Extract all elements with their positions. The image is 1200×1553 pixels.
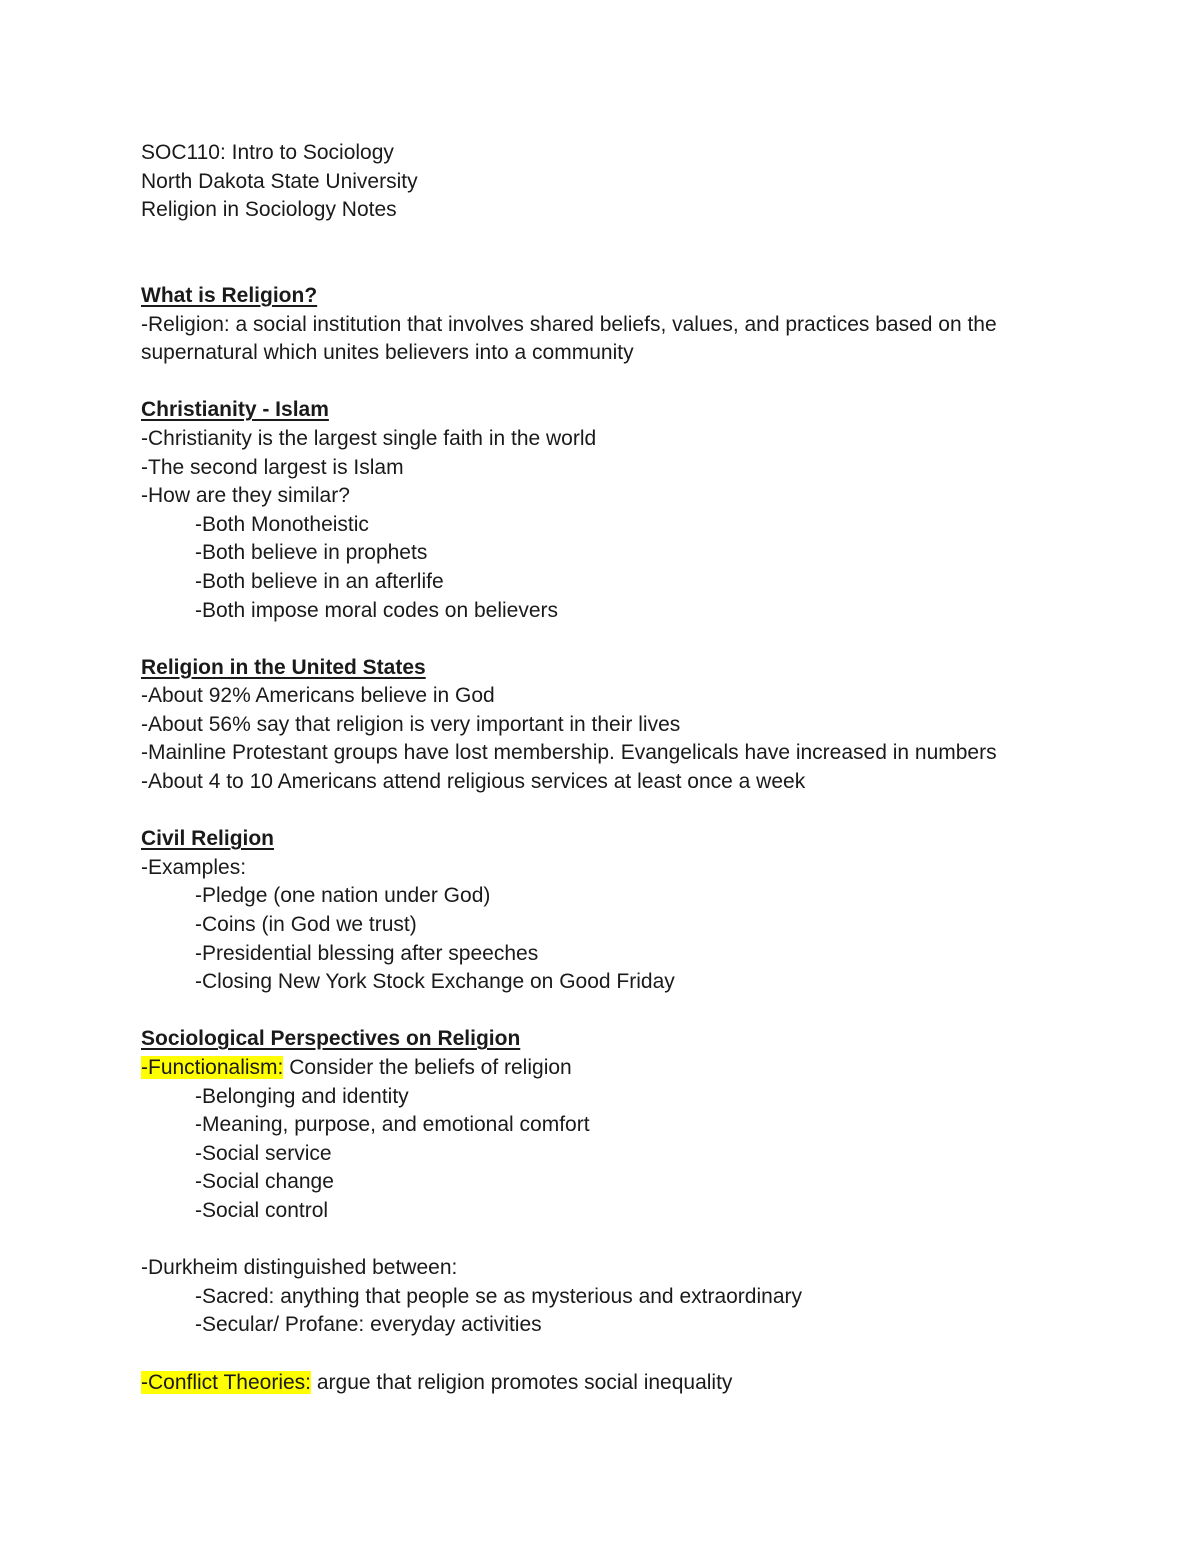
example-item: -Closing New York Stock Exchange on Good Friday [195, 970, 675, 994]
similarity-item: -Both impose moral codes on believers [195, 598, 559, 622]
list-item: -How are they similar? [141, 484, 350, 508]
durkheim-item: -Secular/ Profane: everyday activities [195, 1313, 542, 1337]
university-name: North Dakota State University [141, 169, 418, 193]
similarity-item: -Both believe in prophets [195, 541, 428, 565]
list-item: -About 4 to 10 Americans attend religious services at least once a week [141, 770, 806, 794]
list-item: -About 56% say that religion is very important in their lives [141, 712, 681, 736]
heading-what-is-religion: What is Religion? [141, 283, 318, 307]
conflict-text: argue that religion promotes social inequality [311, 1370, 733, 1394]
conflict-line [141, 1369, 1101, 1398]
function-item: -Social change [195, 1170, 334, 1194]
list-item: -About 92% Americans believe in God [141, 684, 495, 708]
examples-label: -Examples: [141, 855, 247, 879]
similarity-item: -Both believe in an afterlife [195, 569, 444, 593]
list-item: -The second largest is Islam [141, 455, 404, 479]
religion-definition: -Religion: a social institution that involves shared beliefs, values, and practices based on the supernatural which unites believers into a community [141, 312, 997, 365]
example-item: -Presidential blessing after speeches [195, 941, 539, 965]
durkheim-item: -Sacred: anything that people se as mysterious and extraordinary [195, 1284, 803, 1308]
conflict-highlight: -Conflict Theories: [141, 1370, 312, 1394]
heading-christianity-islam: Christianity - Islam [141, 398, 329, 422]
similarity-item: -Both Monotheistic [195, 512, 369, 536]
durkheim-line: -Durkheim distinguished between: [141, 1256, 458, 1280]
functionalism-text: Consider the beliefs of religion [283, 1056, 572, 1079]
example-item: -Coins (in God we trust) [195, 913, 417, 937]
course-title: SOC110: Intro to Sociology [141, 141, 394, 164]
function-item: -Meaning, purpose, and emotional comfort [195, 1113, 590, 1137]
document-page [141, 139, 1101, 1397]
function-item: -Belonging and identity [195, 1084, 409, 1108]
heading-sociological-perspectives: Sociological Perspectives on Religion [141, 1027, 521, 1051]
list-item: -Mainline Protestant groups have lost membership. Evangelicals have increased in numbers [141, 741, 997, 765]
list-item: -Christianity is the largest single faith in the world [141, 426, 597, 450]
functionalism-line [141, 1054, 1101, 1083]
functionalism-highlight: -Functionalism: [141, 1056, 284, 1079]
function-item: -Social service [195, 1141, 332, 1165]
heading-civil-religion: Civil Religion [141, 827, 275, 851]
function-item: -Social control [195, 1198, 329, 1222]
document-title: Religion in Sociology Notes [141, 198, 397, 222]
heading-religion-us: Religion in the United States [141, 655, 426, 679]
example-item: -Pledge (one nation under God) [195, 884, 491, 908]
